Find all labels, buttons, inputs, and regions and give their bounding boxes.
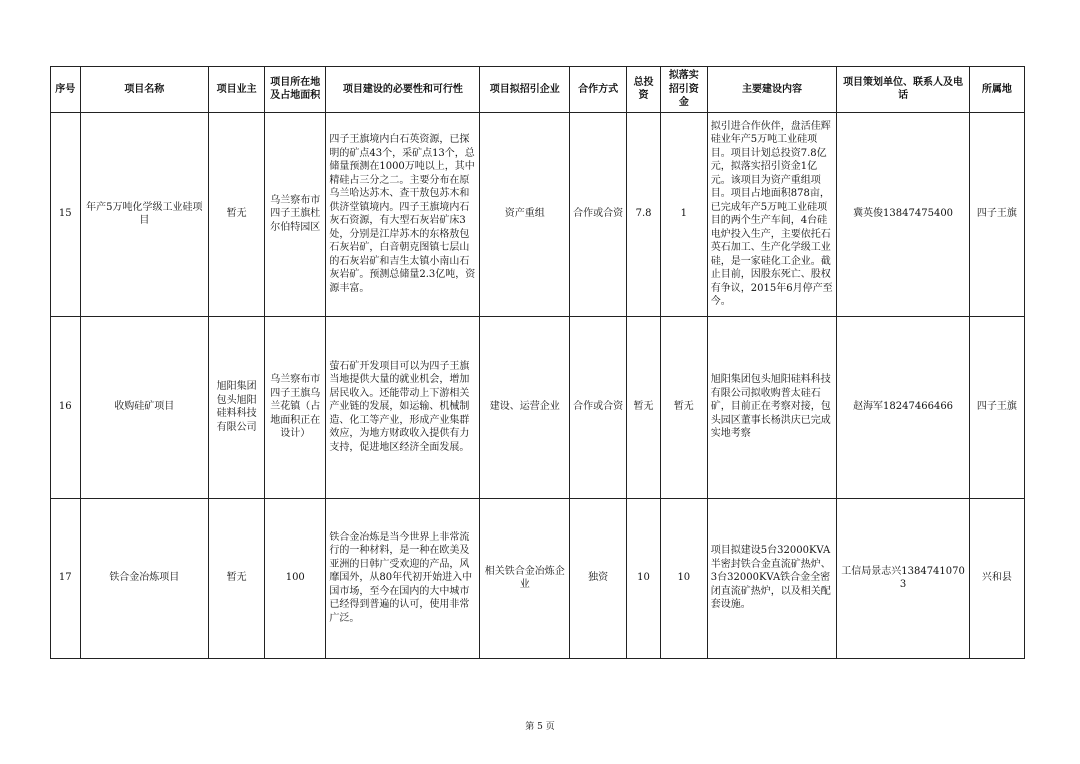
table-row [51, 112, 1025, 316]
project-table [50, 66, 1025, 659]
cell-necessity: 铁合金冶炼是当今世界上非常流行的一种材料，是一种在欧美及亚洲的日韩广受欢迎的产品，风靡国外，从80年代初开始进入中国市场，至今在国内的大中城市已经得到普遍的认可，使用非常广泛。 [326, 498, 480, 658]
cell-seq: 16 [51, 316, 81, 498]
cell-mode: 合作或合资 [570, 112, 627, 316]
table-header-row [51, 67, 1025, 113]
cell-attract: 1 [660, 112, 707, 316]
page-number: 第 5 页 [525, 722, 555, 732]
cell-content: 拟引进合作伙伴，盘活佳辉硅业年产5万吨工业硅项目。项目计划总投资7.8亿元，拟落实招引资金1亿元。该项目为资产重组项目。项目占地面积878亩，已完成年产5万吨工业硅项目的两个生产车间，4台硅电炉投入生产，主要依托石英石加工、生产化学级工业硅，是一家硅化工企业。截止目前，因股东死亡、股权有争议，2015年6月停产至今。 [707, 112, 837, 316]
header-attract: 拟落实招引资金 [660, 67, 707, 113]
cell-contact: 工信局景志兴13847410703 [837, 498, 970, 658]
header-owner: 项目业主 [209, 67, 265, 113]
cell-region: 兴和县 [969, 498, 1024, 658]
header-total: 总投资 [627, 67, 661, 113]
header-necessity: 项目建设的必要性和可行性 [326, 67, 480, 113]
cell-mode: 独资 [570, 498, 627, 658]
cell-necessity: 四子王旗境内白石英资源，已探明的矿点43个，采矿点13个，总储量预测在1000万吨以上，其中精硅占三分之二。主要分布在原乌兰哈达苏木、查干敖包苏木和供济堂镇境内。四子王旗境内石灰石资源，有大型石灰岩矿床3处，分别是江岸苏木的东格敖包石灰岩矿，白音朝克图镇七层山的石灰岩矿和吉生太镇小南山石灰岩矿。预测总储量2.3亿吨，资源丰富。 [326, 112, 480, 316]
header-location: 项目所在地及占地面积 [265, 67, 326, 113]
cell-region: 四子王旗 [969, 316, 1024, 498]
cell-location: 乌兰察布市四子王旗乌兰花镇（占地面积正在设计） [265, 316, 326, 498]
cell-total: 暂无 [627, 316, 661, 498]
cell-content: 项目拟建设5台32000KVA半密封铁合金直流矿热炉、3台32000KVA铁合金全密闭直流矿热炉，以及相关配套设施。 [707, 498, 837, 658]
header-region: 所属地 [969, 67, 1024, 113]
header-partner: 项目拟招引企业 [480, 67, 570, 113]
cell-location: 乌兰察布市四子王旗杜尔伯特园区 [265, 112, 326, 316]
header-content: 主要建设内容 [707, 67, 837, 113]
cell-content: 旭阳集团包头旭阳硅料科技有限公司拟收购普太硅石矿，目前正在考察对接，包头园区董事长杨洪庆已完成实地考察 [707, 316, 837, 498]
cell-name: 收购硅矿项目 [80, 316, 209, 498]
cell-owner: 旭阳集团包头旭阳硅料科技有限公司 [209, 316, 265, 498]
cell-contact: 赵海军18247466466 [837, 316, 970, 498]
cell-region: 四子王旗 [969, 112, 1024, 316]
cell-owner: 暂无 [209, 112, 265, 316]
cell-attract: 10 [660, 498, 707, 658]
cell-location: 100 [265, 498, 326, 658]
cell-partner: 相关铁合金冶炼企业 [480, 498, 570, 658]
cell-mode: 合作或合资 [570, 316, 627, 498]
cell-seq: 17 [51, 498, 81, 658]
header-contact: 项目策划单位、联系人及电话 [837, 67, 970, 113]
cell-attract: 暂无 [660, 316, 707, 498]
cell-seq: 15 [51, 112, 81, 316]
table-row [51, 498, 1025, 658]
cell-name: 年产5万吨化学级工业硅项目 [80, 112, 209, 316]
cell-necessity: 萤石矿开发项目可以为四子王旗当地提供大量的就业机会，增加居民收入。还能带动上下游相关产业链的发展，如运输、机械制造、化工等产业，形成产业集群效应，为地方财政收入提供有力支持，促进地区经济全面发展。 [326, 316, 480, 498]
cell-total: 10 [627, 498, 661, 658]
cell-partner: 建设、运营企业 [480, 316, 570, 498]
cell-contact: 冀英俊13847475400 [837, 112, 970, 316]
cell-total: 7.8 [627, 112, 661, 316]
cell-name: 铁合金冶炼项目 [80, 498, 209, 658]
cell-partner: 资产重组 [480, 112, 570, 316]
header-name: 项目名称 [80, 67, 209, 113]
header-seq: 序号 [51, 67, 81, 113]
header-mode: 合作方式 [570, 67, 627, 113]
cell-owner: 暂无 [209, 498, 265, 658]
table-row [51, 316, 1025, 498]
